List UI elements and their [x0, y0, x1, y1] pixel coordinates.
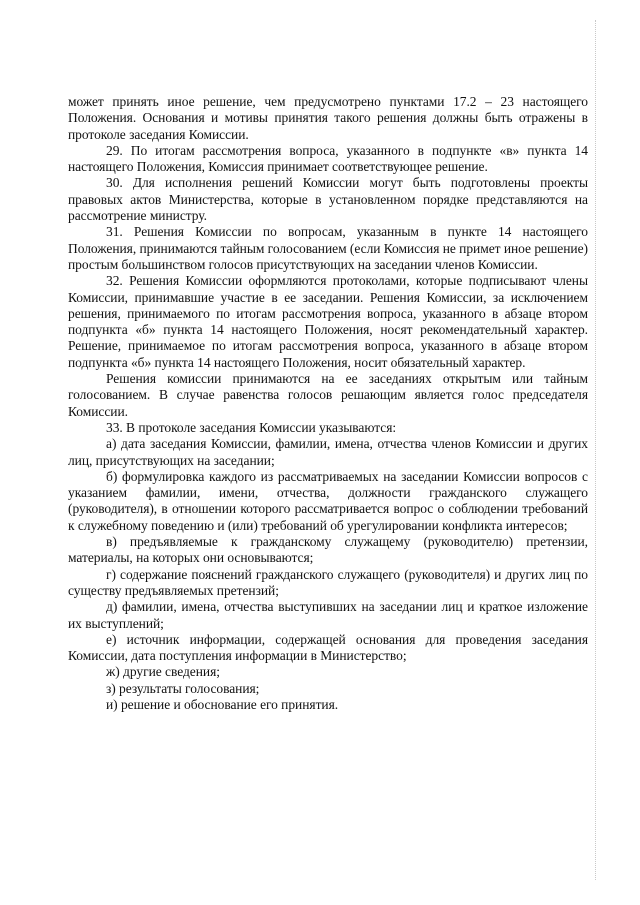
paragraph-30: 30. Для исполнения решений Комиссии могут быть подготовлены проекты правовых актов Министерства, которые в установленном порядке представляются на рассмотрение министру. [68, 175, 588, 224]
list-item-g: г) содержание пояснений гражданского служащего (руководителя) и других лиц по существу предъявляемых претензий; [68, 566, 588, 598]
document-body [68, 94, 588, 713]
list-item-z: з) результаты голосования; [106, 680, 260, 696]
paragraph-32: 32. Решения Комиссии оформляются протоколами, которые подписывают члены Комиссии, принимавшие участие в ее заседании. Решения Комиссии, за исключением решения, принимаемого по итогам рассмотрения вопроса, указанного в абзаце втором подпункта «б» пункта 14 настоящего Положения, носят рекомендательный характер. Решение, принимаемое по итогам рассмотрения вопроса, указанного в абзаце втором подпункта «б» пункта 14 настоящего Положения, носит обязательный характер. [68, 273, 588, 370]
list-item-v: в) предъявляемые к гражданскому служащему (руководителю) претензии, материалы, на которых они основываются; [68, 534, 588, 566]
list-item-a: а) дата заседания Комиссии, фамилии, имена, отчества членов Комиссии и других лиц, присутствующих на заседании; [68, 436, 588, 468]
paragraph-33: 33. В протоколе заседания Комиссии указываются: [106, 419, 397, 435]
paragraph-32-continued: Решения комиссии принимаются на ее заседаниях открытым или тайным голосованием. В случае равенства голосов решающим является голос председателя Комиссии. [68, 371, 588, 419]
list-item-e: е) источник информации, содержащей основания для проведения заседания Комиссии, дата поступления информации в Министерство; [68, 631, 588, 664]
paragraph-continuation: может принять иное решение, чем предусмотрено пунктами 17.2 – 23 настоящего Положения. Основания и мотивы принятия такого решения должны быть отражены в протоколе заседания Комиссии. [68, 94, 588, 142]
paragraph-31: 31. Решения Комиссии по вопросам, указанным в пункте 14 настоящего Положения, принимаются тайным голосованием (если Комиссия не примет иное решение) простым большинством голосов присутствующих на заседании членов Комиссии. [68, 224, 588, 272]
scan-edge-marks [594, 20, 596, 880]
paragraph-29: 29. По итогам рассмотрения вопроса, указанного в подпункте «в» пункта 14 настоящего Положения, Комиссия принимает соответствующее решение. [68, 142, 588, 175]
list-item-d: д) фамилии, имена, отчества выступивших на заседании лиц и краткое изложение их выступлений; [68, 599, 588, 631]
list-item-i: и) решение и обоснование его принятия. [106, 696, 339, 712]
list-item-b: б) формулировка каждого из рассматриваемых на заседании Комиссии вопросов с указанием фамилии, имени, отчества, должности гражданского служащего (руководителя), в отношении которого рассматривается вопрос о соблюдении требований к служебному поведению и (или) требований об урегулировании конфликта интересов; [68, 468, 588, 533]
list-item-zh: ж) другие сведения; [106, 664, 220, 680]
